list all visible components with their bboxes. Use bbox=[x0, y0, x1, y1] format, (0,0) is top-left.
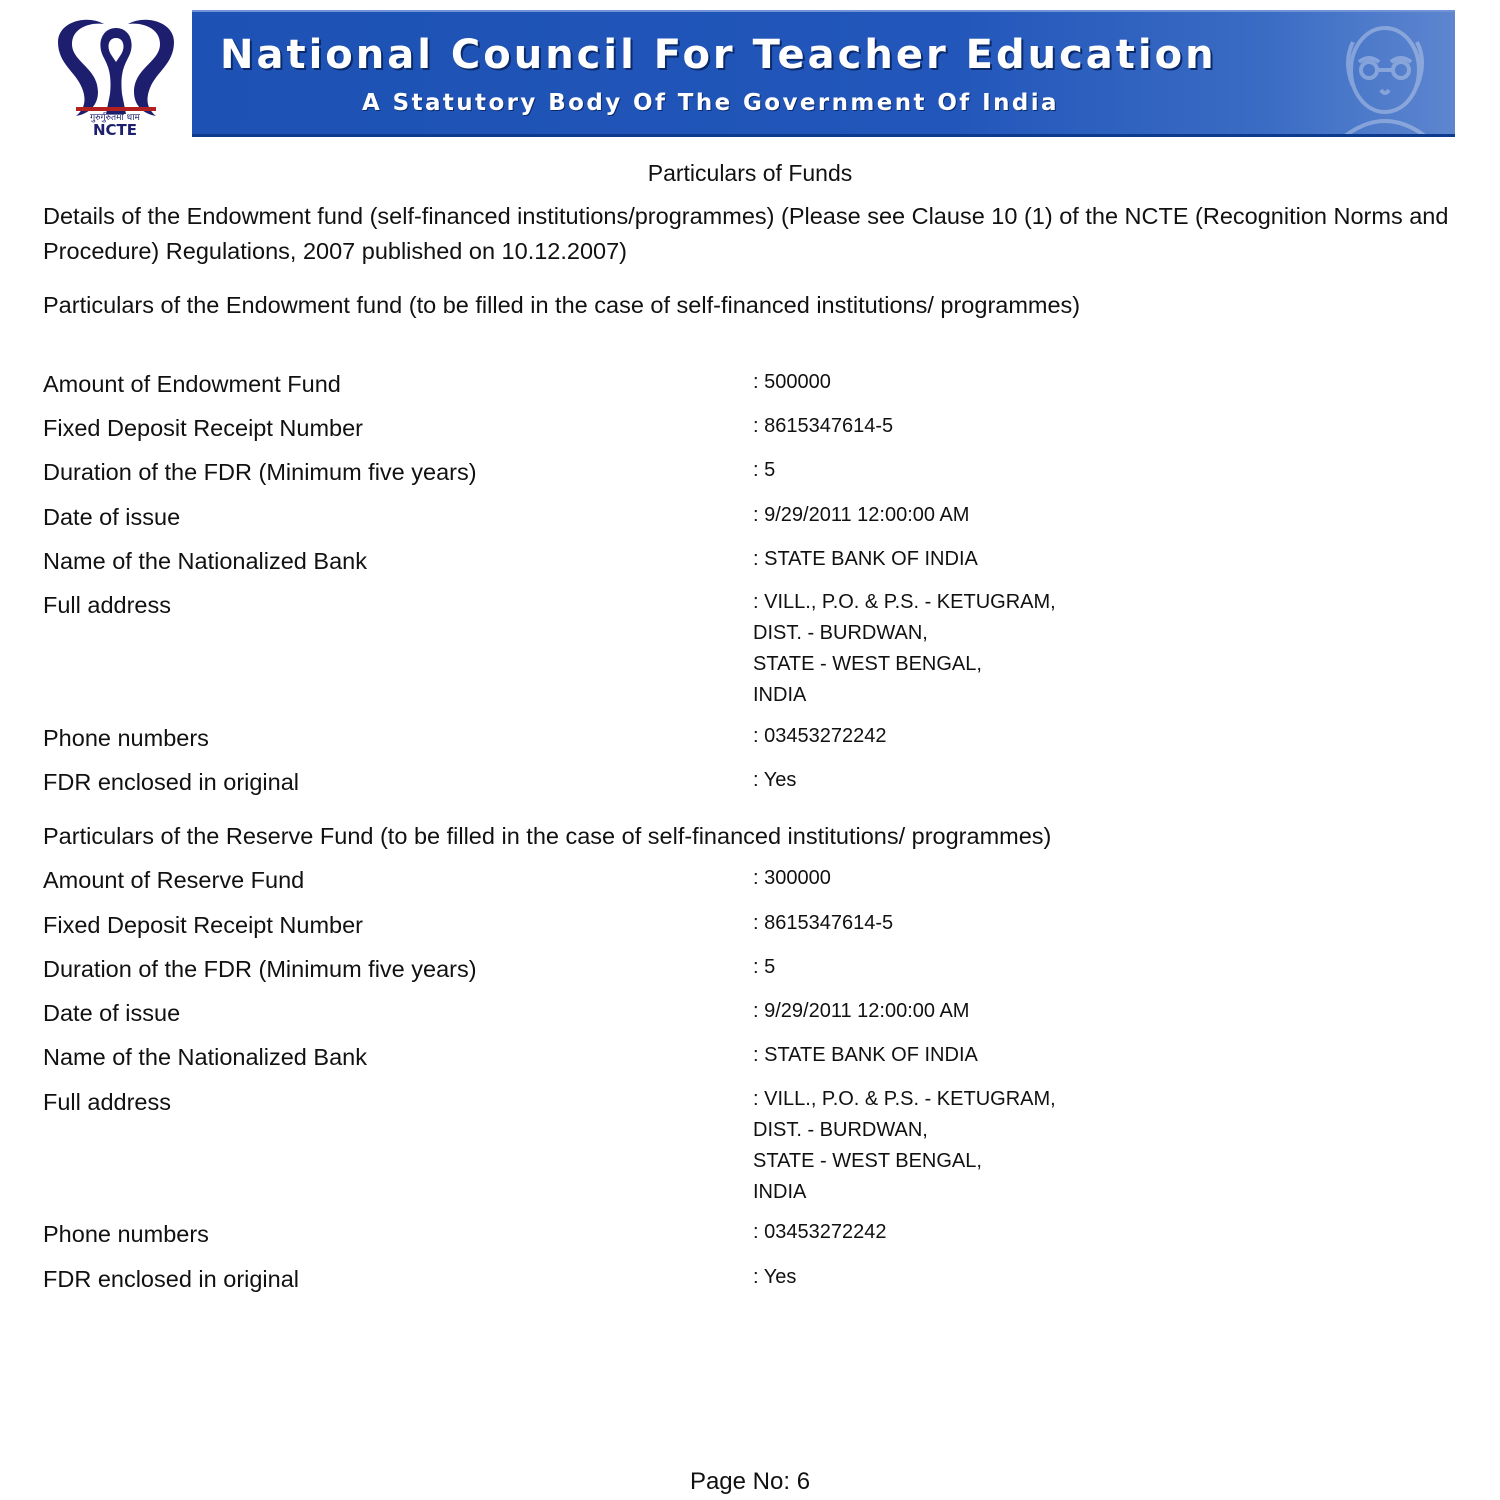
page-title: Particulars of Funds bbox=[647, 160, 853, 186]
reserve-date-value: : 9/29/2011 12:00:00 AM bbox=[753, 1000, 970, 1022]
address-line: INDIA bbox=[753, 1181, 807, 1203]
reserve-address-label: Full address bbox=[43, 1089, 171, 1115]
endowment-address-value bbox=[753, 587, 1056, 711]
address-line: : VILL., P.O. & P.S. - KETUGRAM, bbox=[753, 1088, 1056, 1110]
endowment-duration-value: : 5 bbox=[753, 459, 776, 481]
address-line: DIST. - BURDWAN, bbox=[753, 622, 928, 644]
endowment-date-value: : 9/29/2011 12:00:00 AM bbox=[753, 504, 970, 526]
endowment-duration-label: Duration of the FDR (Minimum five years) bbox=[43, 459, 477, 485]
address-line: STATE - WEST BENGAL, bbox=[753, 653, 982, 675]
endowment-amount-label: Amount of Endowment Fund bbox=[43, 371, 341, 397]
address-line: DIST. - BURDWAN, bbox=[753, 1119, 928, 1141]
reserve-amount-label: Amount of Reserve Fund bbox=[43, 867, 305, 893]
reserve-bank-value: : STATE BANK OF INDIA bbox=[753, 1044, 978, 1066]
portrait-watermark bbox=[1305, 12, 1455, 136]
endowment-bank-value: : STATE BANK OF INDIA bbox=[753, 548, 978, 570]
reserve-duration-value: : 5 bbox=[753, 956, 776, 978]
reserve-date-label: Date of issue bbox=[43, 1000, 181, 1026]
endowment-fdr-value: : 8615347614-5 bbox=[753, 415, 894, 437]
reserve-duration-label: Duration of the FDR (Minimum five years) bbox=[43, 956, 477, 982]
address-line: INDIA bbox=[753, 684, 807, 706]
reserve-bank-label: Name of the Nationalized Bank bbox=[43, 1044, 367, 1070]
logo-text: NCTE bbox=[92, 121, 138, 139]
endowment-date-label: Date of issue bbox=[43, 504, 181, 530]
endowment-phone-label: Phone numbers bbox=[43, 725, 209, 751]
reserve-fdr-label: Fixed Deposit Receipt Number bbox=[43, 912, 363, 938]
address-line: STATE - WEST BENGAL, bbox=[753, 1150, 982, 1172]
banner-subtitle: A Statutory Body Of The Government Of India bbox=[362, 90, 1059, 116]
logo-motto: गुरुर्गुरुतमो धाम bbox=[90, 113, 140, 123]
reserve-phone-value: : 03453272242 bbox=[753, 1221, 887, 1243]
reserve-amount-value: : 300000 bbox=[753, 867, 831, 889]
page-number: Page No: 6 bbox=[689, 1468, 811, 1495]
reserve-phone-label: Phone numbers bbox=[43, 1221, 209, 1247]
reserve-address-value bbox=[753, 1084, 1056, 1208]
endowment-bank-label: Name of the Nationalized Bank bbox=[43, 548, 367, 574]
endowment-enclosed-value: : Yes bbox=[753, 769, 797, 791]
intro-paragraph: Details of the Endowment fund (self-financed institutions/programmes) (Please see Clause 10 (1) of the NCTE (Recognition Norms and Procedure) Regulations, 2007 published on 10.12.2007) bbox=[43, 203, 1449, 264]
reserve-heading: Particulars of the Reserve Fund (to be filled in the case of self-financed institutions/ programmes) bbox=[43, 823, 1052, 849]
address-line: : VILL., P.O. & P.S. - KETUGRAM, bbox=[753, 591, 1056, 613]
reserve-enclosed-label: FDR enclosed in original bbox=[43, 1266, 300, 1292]
header-banner bbox=[192, 10, 1455, 137]
endowment-enclosed-label: FDR enclosed in original bbox=[43, 769, 300, 795]
endowment-heading: Particulars of the Endowment fund (to be filled in the case of self-financed institutions/ programmes) bbox=[43, 292, 1081, 318]
reserve-fdr-value: : 8615347614-5 bbox=[753, 912, 894, 934]
endowment-fdr-label: Fixed Deposit Receipt Number bbox=[43, 415, 363, 441]
endowment-phone-value: : 03453272242 bbox=[753, 725, 887, 747]
banner-title: National Council For Teacher Education bbox=[220, 32, 1217, 78]
endowment-address-label: Full address bbox=[43, 592, 171, 618]
reserve-enclosed-value: : Yes bbox=[753, 1266, 797, 1288]
endowment-amount-value: : 500000 bbox=[753, 371, 831, 393]
